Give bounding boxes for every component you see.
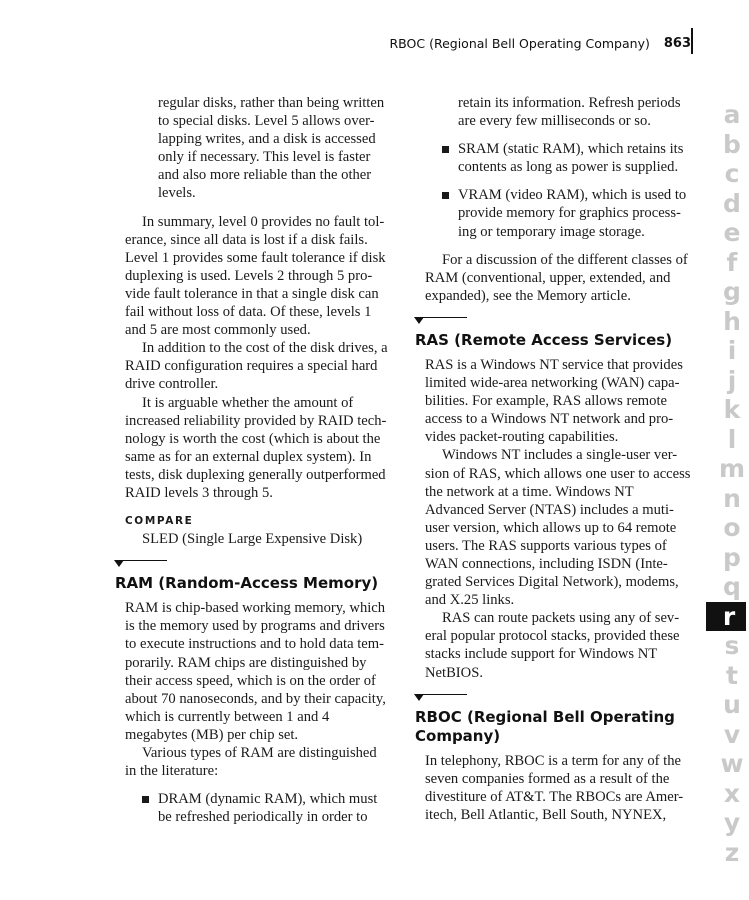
- index-letter-s: s: [724, 631, 740, 660]
- index-letter-v: v: [723, 719, 741, 749]
- index-letter-c: c: [724, 159, 740, 188]
- entry-divider: [425, 317, 691, 331]
- compare-label: COMPARE: [125, 515, 194, 528]
- index-letter-y: y: [723, 808, 741, 837]
- index-letter-n: n: [723, 483, 741, 513]
- index-letter-m: m: [718, 454, 746, 483]
- compare-item: SLED (Single Large Expensive Disk): [142, 531, 363, 548]
- index-letter-p: p: [723, 542, 741, 572]
- index-letter-h: h: [723, 306, 741, 336]
- rboc-definition-paragraph: In telephony, RBOC is a term for any of the seven companies formed as a result of the divestiture of AT&T. The RBOCs are Amer-itech, Bell Atlantic, Bell South, NYNEX,: [425, 752, 684, 823]
- index-letter-d: d: [723, 188, 741, 218]
- index-letter-f: f: [726, 247, 738, 277]
- index-letter-w: w: [720, 749, 744, 778]
- index-letter-j: j: [727, 365, 737, 395]
- square-bullet-icon: [442, 192, 449, 199]
- index-letter-u: u: [723, 690, 741, 719]
- index-letter-r: r: [706, 602, 746, 632]
- index-letter-o: o: [723, 513, 741, 542]
- page-number: 863: [663, 36, 691, 51]
- running-header: [390, 36, 692, 51]
- list-item-vram: VRAM (video RAM), which is used to provide memory for graphics process-ing or temporary image storage.: [425, 186, 691, 240]
- running-title: RBOC (Regional Bell Operating Company): [389, 36, 650, 51]
- index-letter-l: l: [727, 424, 737, 454]
- ram-classes-paragraph: For a discussion of the different classes of RAM (conventional, upper, extended, and expanded), see the Memory article.: [425, 251, 688, 304]
- triangle-icon: [414, 317, 424, 324]
- raid-summary-paragraph: In summary, level 0 provides no fault tol-erance, since all data is lost if a disk fails. Level 1 provides some fault tolerance if disk duplexing is used. Levels 2 through 5 pro-vide fault tolerance in that a single disk can fail without loss of data. Of these, levels 1 and 5 are most commonly used.: [125, 213, 386, 339]
- ras-protocols-paragraph: RAS can route packets using any of sev-eral popular protocol stacks, provided these stacks include support for Windows NT NetBIOS.: [425, 610, 680, 681]
- square-bullet-icon: [442, 146, 449, 153]
- index-letter-z: z: [724, 837, 740, 867]
- triangle-icon: [114, 560, 124, 567]
- header-rule: [691, 28, 693, 54]
- left-column: [115, 94, 391, 826]
- index-letter-q: q: [723, 572, 741, 601]
- right-column: [415, 94, 691, 824]
- dram-continued: retain its information. Refresh periods are every few milliseconds or so.: [458, 95, 681, 130]
- index-letter-i: i: [727, 336, 737, 365]
- index-letter-k: k: [723, 395, 741, 424]
- list-item-dram: DRAM (dynamic RAM), which must be refreshed periodically in order to: [125, 790, 391, 826]
- square-bullet-icon: [142, 796, 149, 803]
- ras-definition-paragraph: RAS is a Windows NT service that provides limited wide-area networking (WAN) capa-bilities. For example, RAS allows remote access to a Windows NT network and pro-vides packet-routing capabilities.: [425, 356, 683, 446]
- entry-divider: [425, 694, 691, 708]
- raid-reliability-paragraph: It is arguable whether the amount of increased reliability provided by RAID tech-nology is worth the cost (which is about the same as for an external duplex system). In tests, disk duplexing generally outperformed RAID levels 3 through 5.: [125, 394, 387, 501]
- triangle-icon: [414, 694, 424, 701]
- list-item-sram: SRAM (static RAM), which retains its contents as long as power is supplied.: [425, 140, 691, 176]
- index-letter-t: t: [726, 660, 738, 690]
- index-letter-g: g: [723, 277, 741, 306]
- alphabet-index: [712, 100, 749, 867]
- index-letter-x: x: [723, 778, 741, 808]
- raid-continued-paragraph: regular disks, rather than being written to special disks. Level 5 allows over-lapping writes, and a disk is accessed only if necessary. This level is faster and also more reliable than the other levels.: [158, 95, 385, 202]
- ram-entry-title: RAM (Random-Access Memory): [115, 574, 379, 593]
- ras-entry-title: RAS (Remote Access Services): [415, 330, 673, 349]
- ras-versions-paragraph: Windows NT includes a single-user ver-sion of RAS, which allows one user to access the network at a time. Windows NT Advanced Server (NTAS) includes a muti-user version, which allows up to 64 remote users. The RAS supports various types of WAN connections, including ISDN (Inte-grated Services Digital Network), modems, and X.25 links.: [425, 447, 691, 609]
- index-letter-b: b: [723, 129, 741, 159]
- index-letter-a: a: [723, 100, 741, 129]
- index-letter-e: e: [723, 218, 741, 247]
- ram-types-intro: Various types of RAM are distinguished in the literature:: [125, 745, 377, 780]
- entry-divider: [125, 560, 391, 574]
- ram-definition-paragraph: RAM is chip-based working memory, which is the memory used by programs and drivers to execute instructions and to hold data tem-porarily. RAM chips are distinguished by their access speed, which is on the order of about 70 nanoseconds, and by their capacity, which is currently between 1 and 4 megabytes (MB) per chip set.: [125, 600, 386, 743]
- raid-cost-paragraph: In addition to the cost of the disk drives, a RAID configuration requires a special hard drive controller.: [125, 340, 388, 393]
- rboc-entry-title: RBOC (Regional Bell Operating Company): [415, 707, 675, 745]
